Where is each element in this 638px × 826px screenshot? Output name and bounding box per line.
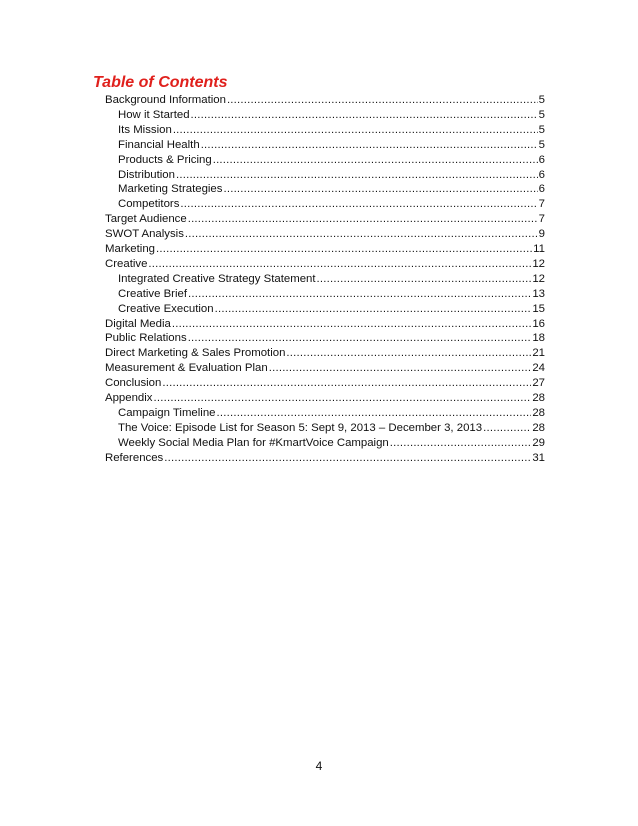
toc-leader-dots [180, 197, 537, 212]
toc-leader-dots [185, 227, 538, 242]
toc-entry-label: Marketing [105, 243, 156, 255]
toc-entry-label: Creative Execution [118, 302, 214, 315]
toc-entry-label: Creative Brief [118, 287, 188, 300]
toc-entry-page: 5 [538, 138, 545, 151]
toc-entry-label: Conclusion [105, 377, 162, 390]
toc-leader-dots [223, 182, 537, 197]
toc-entry[interactable] [105, 451, 545, 466]
toc-entry-page: 11 [533, 243, 545, 255]
toc-entry[interactable] [118, 138, 545, 153]
toc-entry-label: Target Audience [105, 213, 187, 226]
toc-entry-page: 28 [532, 392, 545, 404]
toc-entry-page: 7 [538, 213, 545, 226]
toc-entry[interactable] [118, 197, 545, 212]
toc-entry[interactable] [105, 212, 545, 227]
toc-entry[interactable] [118, 108, 545, 123]
toc-leader-dots [269, 361, 532, 376]
toc-entry[interactable] [118, 406, 545, 421]
toc-entry[interactable] [105, 242, 545, 257]
toc-entry-label: Competitors [118, 198, 180, 211]
toc-entry[interactable] [118, 287, 545, 302]
toc-entry-page: 27 [532, 377, 545, 390]
toc-entry[interactable] [118, 123, 545, 138]
toc-entry-page: 12 [532, 272, 545, 285]
toc-entry-label: Creative [105, 257, 148, 270]
toc-entry-page: 9 [538, 228, 545, 241]
toc-entry-label: Marketing Strategies [118, 183, 223, 196]
toc-entry-page: 15 [532, 302, 545, 315]
toc-entry-label: The Voice: Episode List for Season 5: Sept 9, 2013 – December 3, 2013 [118, 421, 483, 434]
toc-entry-page: 24 [532, 362, 545, 375]
toc-entry-label: Public Relations [105, 332, 187, 345]
toc-entry-page: 7 [538, 198, 545, 211]
toc-leader-dots [172, 317, 531, 332]
toc-entry-label: Integrated Creative Strategy Statement [118, 272, 316, 285]
toc-leader-dots [213, 153, 538, 168]
toc-leader-dots [227, 93, 538, 108]
toc-leader-dots [188, 212, 538, 227]
toc-leader-dots [286, 346, 531, 361]
toc-title: Table of Contents [93, 74, 228, 91]
toc-entry-page: 5 [538, 94, 545, 106]
toc-entry[interactable] [118, 421, 545, 436]
toc-leader-dots [173, 123, 538, 138]
toc-entry-page: 31 [532, 451, 545, 464]
toc-entry-page: 29 [532, 436, 545, 449]
toc-leader-dots [390, 436, 532, 451]
toc-entry-label: Background Information [105, 94, 226, 106]
toc-entry-label: Direct Marketing & Sales Promotion [105, 347, 286, 360]
toc-leader-dots [156, 242, 532, 257]
toc-leader-dots [148, 257, 531, 272]
toc-entry[interactable] [105, 376, 545, 391]
toc-entry-page: 12 [532, 257, 545, 270]
toc-entry-label: How it Started [118, 108, 190, 121]
toc-leader-dots [483, 421, 531, 436]
toc-entry-label: Its Mission [118, 123, 172, 136]
toc-leader-dots [188, 287, 531, 302]
toc-leader-dots [162, 376, 531, 391]
toc-entry[interactable] [118, 168, 545, 183]
toc-entry-page: 21 [532, 347, 545, 360]
toc-entry-label: References [105, 451, 164, 464]
toc-entry[interactable] [105, 391, 545, 406]
toc-entry[interactable] [105, 257, 545, 272]
toc-entry-page: 18 [532, 332, 545, 345]
toc-leader-dots [215, 302, 532, 317]
toc-entry[interactable] [118, 153, 545, 168]
toc-leader-dots [191, 108, 538, 123]
toc-leader-dots [201, 138, 538, 153]
toc-entry[interactable] [118, 302, 545, 317]
toc-entry-page: 6 [538, 168, 545, 181]
toc-entry-page: 28 [532, 421, 545, 434]
toc-entry[interactable] [105, 317, 545, 332]
toc-leader-dots [188, 331, 532, 346]
toc-entry-label: SWOT Analysis [105, 228, 184, 241]
toc-entry[interactable] [118, 272, 545, 287]
toc-entry[interactable] [105, 331, 545, 346]
toc-entry-label: Measurement & Evaluation Plan [105, 362, 268, 375]
toc-leader-dots [317, 272, 532, 287]
toc-entry[interactable] [118, 436, 545, 451]
toc-entry[interactable] [105, 227, 545, 242]
toc-leader-dots [217, 406, 532, 421]
page-number: 4 [315, 759, 323, 773]
toc-leader-dots [164, 451, 531, 466]
toc-entry[interactable] [118, 182, 545, 197]
toc-entry-label: Appendix [105, 392, 153, 404]
toc-entry-label: Distribution [118, 168, 175, 181]
toc-entry-page: 6 [538, 153, 545, 166]
toc-entry[interactable] [105, 361, 545, 376]
toc-entry[interactable] [105, 93, 545, 108]
toc-leader-dots [154, 391, 532, 406]
toc-entry-page: 16 [532, 317, 545, 330]
toc-entry-label: Financial Health [118, 138, 200, 151]
toc-entry-label: Campaign Timeline [118, 406, 216, 419]
toc-entry-label: Products & Pricing [118, 153, 212, 166]
toc-entry-label: Weekly Social Media Plan for #KmartVoice Campaign [118, 436, 389, 449]
toc-leader-dots [176, 168, 538, 183]
toc-entry-page: 5 [538, 123, 545, 136]
toc-entry-page: 5 [538, 108, 545, 121]
toc-entry-page: 13 [532, 287, 545, 300]
toc-entry[interactable] [105, 346, 545, 361]
toc-entry-label: Digital Media [105, 317, 171, 330]
toc-entry-page: 28 [532, 406, 545, 419]
toc-entry-page: 6 [538, 183, 545, 196]
